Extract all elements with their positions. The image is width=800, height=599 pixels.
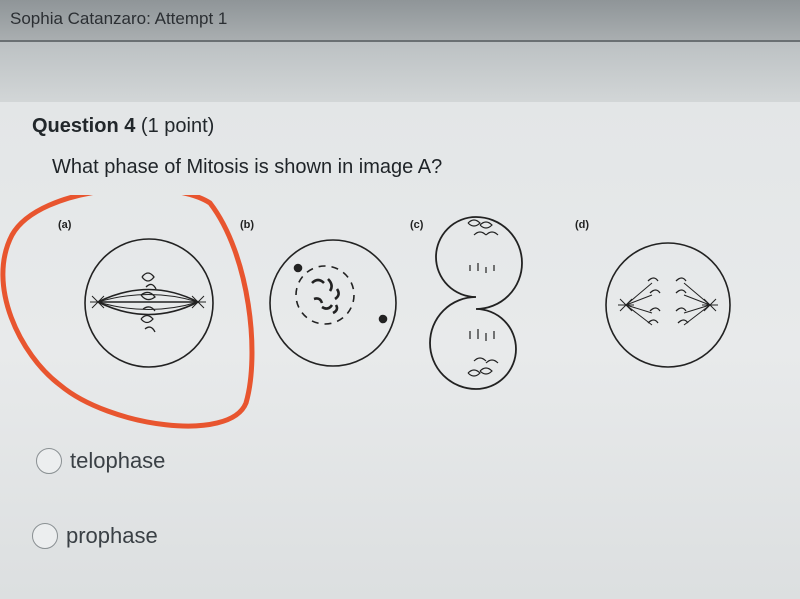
annotation-circle — [3, 195, 255, 426]
panel-label-d: (d) — [575, 219, 590, 231]
option-prophase[interactable] — [32, 523, 158, 549]
attempt-title: Sophia Catanzaro: Attempt 1 — [10, 9, 228, 28]
cell-c — [430, 217, 522, 389]
panel-label-b: (b) — [240, 219, 255, 231]
header-band — [0, 42, 800, 102]
option-telophase[interactable] — [36, 448, 165, 474]
mitosis-figure — [0, 195, 800, 445]
question-points: (1 point) — [140, 115, 215, 137]
top-bar — [0, 0, 800, 42]
option-label-prophase: prophase — [66, 523, 158, 548]
option-label-telophase: telophase — [70, 448, 166, 473]
radio-prophase[interactable] — [32, 523, 58, 549]
panel-label-c: (c) — [410, 219, 424, 231]
question-prompt: What phase of Mitosis is shown in image A? — [52, 156, 443, 178]
radio-telophase[interactable] — [36, 448, 62, 474]
cell-b — [270, 240, 396, 366]
question-heading — [32, 115, 214, 138]
panel-label-a: (a) — [58, 219, 72, 231]
cell-a — [85, 239, 213, 367]
question-number: Question 4 — [32, 115, 136, 137]
cell-d — [606, 243, 730, 367]
